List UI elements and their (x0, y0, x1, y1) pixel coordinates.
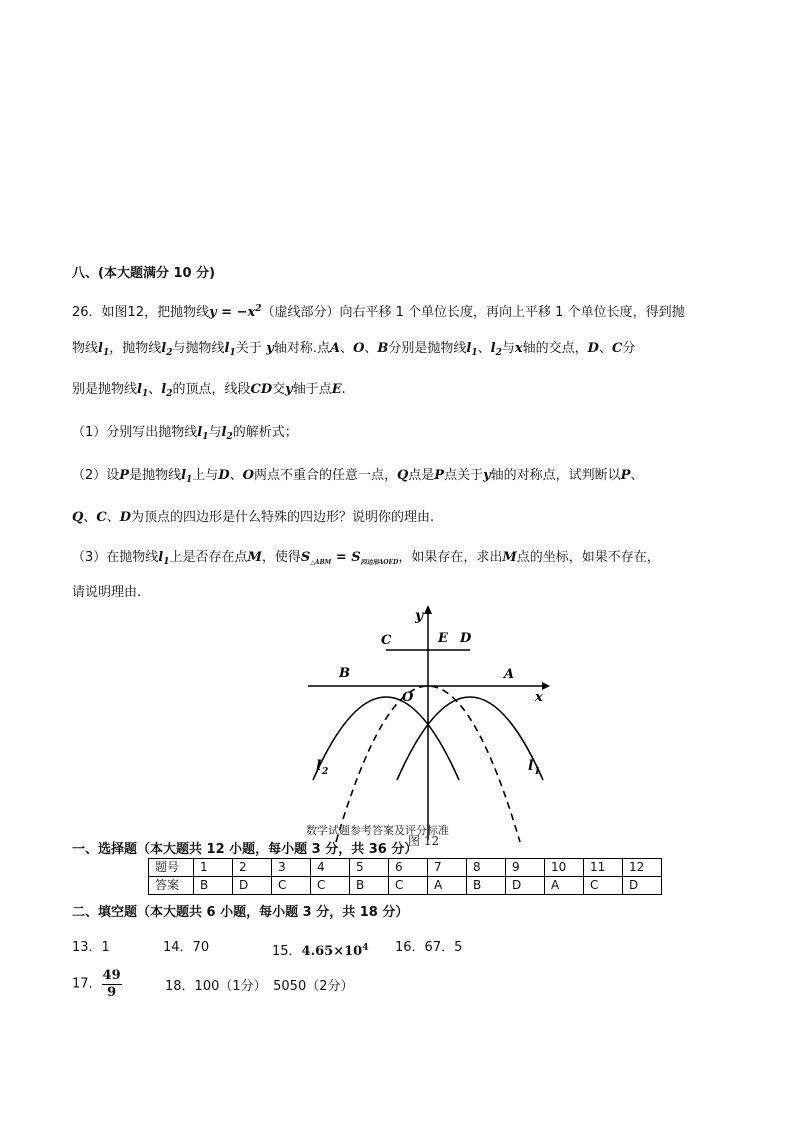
table-cell: 3 (272, 859, 311, 877)
row-label: 题号 (149, 859, 194, 877)
table-cell: 2 (233, 859, 272, 877)
answer-18: 18．100（1分） 5050（2分） (165, 979, 354, 994)
table-cell: C (311, 877, 350, 895)
label-e: E (438, 631, 448, 646)
y-axis-arrow (424, 605, 432, 614)
table-cell: C (389, 877, 428, 895)
q26-part2: （2）设P是抛物线$l_1$上与D、O两点不重合的任意一点，Q点是P点关于y轴的对称点，试判断以P、 (72, 468, 644, 485)
table-row (149, 877, 662, 895)
label-o: O (402, 690, 414, 705)
q26-line3: 别是抛物线$l_1$、$l_2$的顶点，线段CD交y轴于点E. (72, 382, 346, 399)
label-d: D (460, 631, 472, 646)
answer-table (148, 858, 662, 895)
table-cell: D (623, 877, 662, 895)
table-cell: 7 (428, 859, 467, 877)
table-cell: 10 (545, 859, 584, 877)
label-l1: l (528, 758, 534, 774)
table-cell: 9 (506, 859, 545, 877)
table-cell: 8 (467, 859, 506, 877)
parabola-l2 (313, 697, 459, 780)
table-cell: 12 (623, 859, 662, 877)
answer-key-title: 数学试题参考答案及评分标准 (306, 824, 449, 837)
label-l1-sub: 1 (534, 767, 541, 777)
q26-line1: 26．如图12，把抛物线$y = -x^2$（虚线部分）向右平移 1 个单位长度，再向上平移 1 个单位长度，得到抛 (72, 304, 685, 320)
q26-part3: （3）在抛物线$l_1$上是否存在点M，使得$S_{\triangle ABM} = S_{四边形AOED}$，如果存在，求出M点的坐标，如果不存在， (72, 550, 660, 567)
table-cell: B (467, 877, 506, 895)
figure-12 (300, 600, 550, 845)
part1-heading: 一、选择题（本大题共 12 小题，每小题 3 分，共 36 分） (72, 842, 418, 857)
table-cell: C (272, 877, 311, 895)
table-cell: B (194, 877, 233, 895)
section-heading: 八、(本大题满分 10 分) (72, 266, 216, 281)
answer-15: 15．$4.65\times 10^4$ (272, 943, 369, 959)
table-row (149, 859, 662, 877)
table-cell: C (584, 877, 623, 895)
part2-heading: 二、填空题（本大题共 6 小题，每小题 3 分，共 18 分） (72, 905, 409, 920)
label-l2-sub: 2 (322, 767, 329, 777)
table-cell: 4 (311, 859, 350, 877)
answer-16: 16．67．5 (395, 940, 463, 955)
table-cell: 11 (584, 859, 623, 877)
table-cell: A (545, 877, 584, 895)
answer-17: 17． $\frac{49}{9}$ (72, 968, 121, 1000)
label-c: C (381, 633, 392, 648)
table-cell: D (233, 877, 272, 895)
table-cell: 5 (350, 859, 389, 877)
x-axis-arrow (542, 682, 550, 690)
label-l2: l (316, 758, 322, 774)
q26-part1: （1）分别写出抛物线$l_1$与$l_2$的解析式； (72, 425, 298, 442)
table-cell: A (428, 877, 467, 895)
answer-13: 13．1 (72, 940, 110, 955)
label-x: x (535, 690, 543, 705)
q26-line2: 物线$l_1$，抛物线$l_2$与抛物线$l_1$关于 y轴对称.点A、O、B分别是抛物线$l_1$、$l_2$与x轴的交点，D、C分 (72, 341, 636, 358)
label-a: A (504, 667, 515, 682)
table-cell: 6 (389, 859, 428, 877)
parabola-l1 (397, 697, 543, 780)
label-y: y (415, 608, 424, 624)
row-label: 答案 (149, 877, 194, 895)
table-cell: 1 (194, 859, 233, 877)
table-cell: D (506, 877, 545, 895)
q26-part2-cont: Q、C、D为顶点的四边形是什么特殊的四边形？说明你的理由. (72, 510, 435, 525)
table-cell: B (350, 877, 389, 895)
label-b: B (339, 666, 350, 681)
answer-14: 14．70 (163, 940, 210, 955)
q26-part3-cont: 请说明理由. (72, 585, 142, 600)
figure-caption: 图 12 (408, 834, 440, 848)
